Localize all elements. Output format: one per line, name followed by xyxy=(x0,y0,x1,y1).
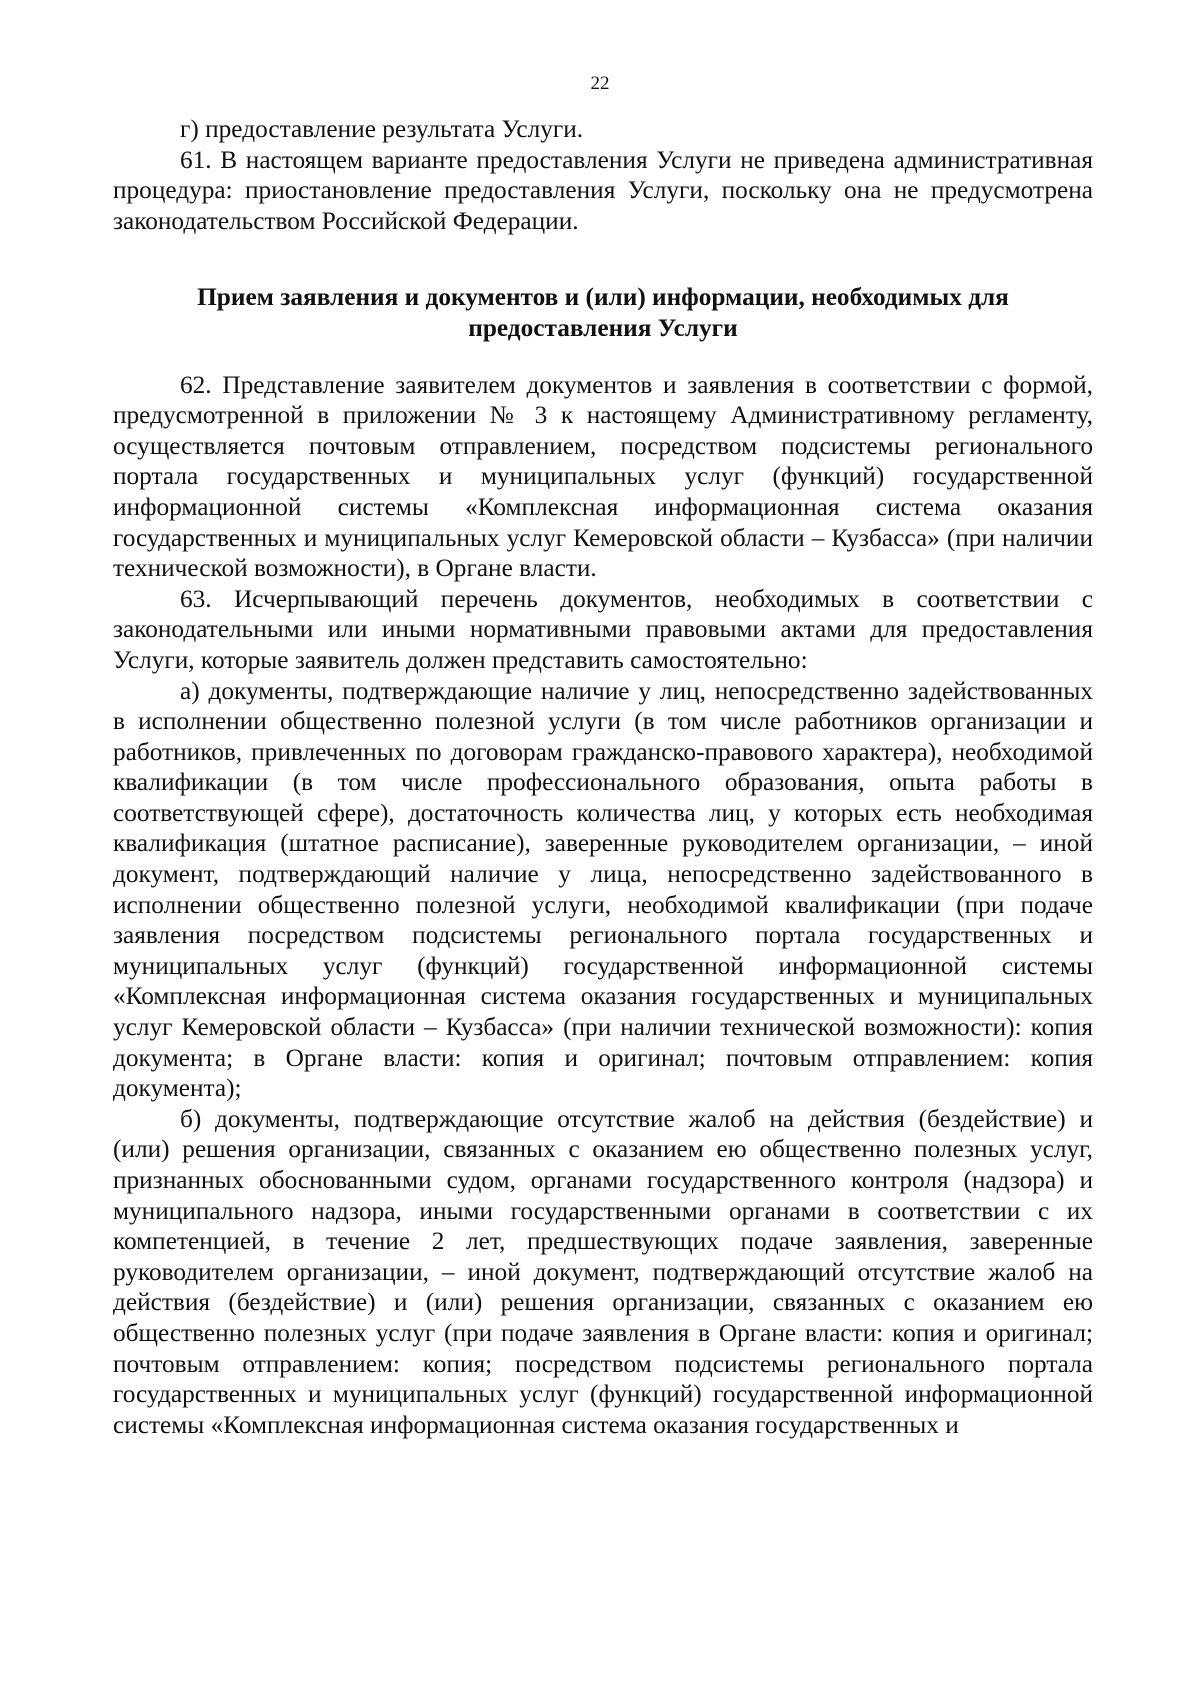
paragraph-61: 61. В настоящем варианте предоставления Услуги не приведена административная процедура: приостановление предоставления Услуги, поскольку она не предусмотрена законодательством Российской Федерации. xyxy=(113,145,1093,235)
section-heading xyxy=(113,282,1093,343)
paragraph-63-b: б) документы, подтверждающие отсутствие жалоб на действия (бездействие) и (или) решения организации, связанных с оказанием ею общественно полезных услуг, признанных обоснованными судом, органами государственного контроля (надзора) и муниципального надзора, иными государственными органами в соответствии с их компетенцией, в течение 2 лет, предшествующих подаче заявления, заверенные руководителем организации, – иной документ, подтверждающий отсутствие жалоб на действия (бездействие) и (или) решения организации, связанных с оказанием ею общественно полезных услуг (при подаче заявления в Органе власти: копия и оригинал; почтовым отправлением: копия; посредством подсистемы регионального портала государственных и муниципальных услуг (функций) государственной информационной системы «Комплексная информационная система оказания государственных и xyxy=(113,1104,1093,1439)
section-heading-line-1: Прием заявления и документов и (или) информации, необходимых для xyxy=(197,283,1009,312)
document-body xyxy=(113,114,1093,1440)
section-heading-line-2: предоставления Услуги xyxy=(468,313,738,342)
paragraph-result-delivery: г) предоставление результата Услуги. xyxy=(180,115,584,143)
paragraph-63: 63. Исчерпывающий перечень документов, необходимых в соответствии с законодательными или иными нормативными правовыми актами для предоставления Услуги, которые заявитель должен представить самостоятельно: xyxy=(113,584,1093,674)
paragraph-63-a: а) документы, подтверждающие наличие у лиц, непосредственно задействованных в исполнении общественно полезной услуги (в том числе работников организации и работников, привлеченных по договорам гражданско-правового характера), необходимой квалификации (в том числе профессионального образования, опыта работы в соответствующей сфере), достаточность количества лиц, у которых есть необходимая квалификация (штатное расписание), заверенные руководителем организации, – иной документ, подтверждающий наличие у лица, непосредственно задействованного в исполнении общественно полезной услуги, необходимой квалификации (при подаче заявления посредством подсистемы регионального портала государственных и муниципальных услуг (функций) государственной информационной системы «Комплексная информационная система оказания государственных и муниципальных услуг Кемеровской области – Кузбасса» (при наличии технической возможности): копия документа; в Органе власти: копия и оригинал; почтовым отправлением: копия документа); xyxy=(113,676,1093,1103)
page-number: 22 xyxy=(590,73,610,94)
paragraph-62: 62. Представление заявителем документов и заявления в соответствии с формой, предусмотренной в приложении № 3 к настоящему Административному регламенту, осуществляется почтовым отправлением, посредством подсистемы регионального портала государственных и муниципальных услуг (функций) государственной информационной системы «Комплексная информационная система оказания государственных и муниципальных услуг Кемеровской области – Кузбасса» (при наличии технической возможности), в Органе власти. xyxy=(113,370,1093,583)
